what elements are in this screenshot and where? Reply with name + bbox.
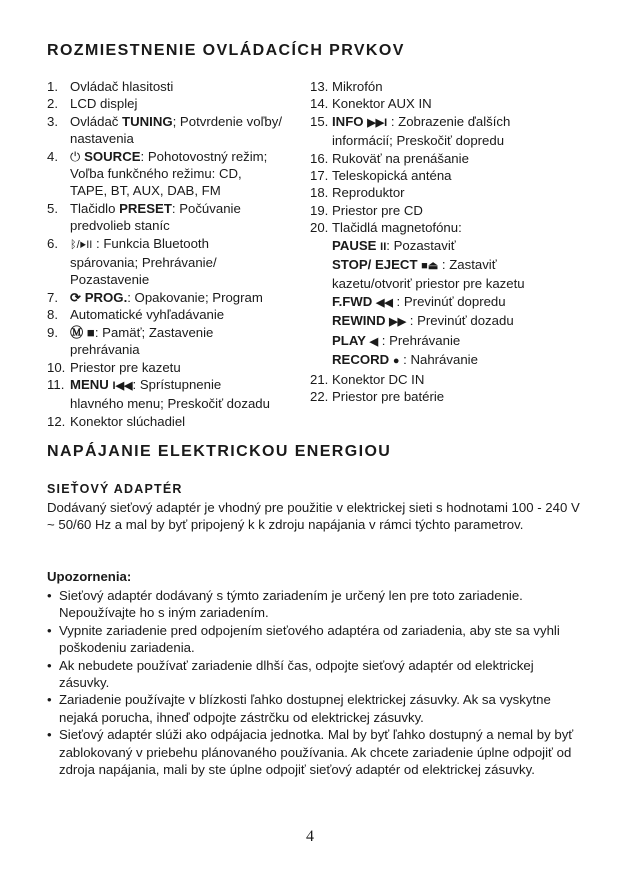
- stop-eject-icon: ■⏏: [421, 260, 439, 273]
- list-item: 22. Priestor pre batérie: [310, 388, 445, 404]
- controls-list-right: [310, 78, 575, 405]
- controls-list-left: [47, 78, 312, 430]
- list-item: 6. ᛒ/▶II : Funkcia Bluetooth spárovania; Prehrávanie/ Pozastavenie: [47, 235, 217, 288]
- rewind-icon: ▶▶: [389, 316, 407, 329]
- list-item: 15. INFO ▶▶I : Zobrazenie ďalších informácií; Preskočiť dopredu: [310, 113, 511, 149]
- adapter-paragraph: Dodávaný sieťový adaptér je vhodný pre použitie v elektrickej sieti s hodnotami 100 - 240 V ~ 50/60 Hz a mal by byť pripojený k k zdroju napájania v rámci týchto parametrov.: [47, 500, 580, 533]
- memory-stop-icon: Ⓜ ■: [70, 324, 95, 340]
- list-item: 4. ⏻ SOURCE: Pohotovostný režim; Voľba funkčného režimu: CD, TAPE, BT, AUX, DAB, FM: [47, 148, 268, 199]
- list-item: 17. Teleskopická anténa: [310, 168, 452, 184]
- repeat-icon: ⟳: [70, 289, 82, 305]
- list-item: • Vypnite zariadenie pred odpojením sieťového adaptéra od zariadenia, aby ste sa vyhli poškodeniu zariadenia.: [47, 622, 560, 656]
- list-item: 1. Ovládač hlasitosti: [47, 79, 174, 94]
- list-item: 20. Tlačidlá magnetofónu:: [310, 220, 462, 236]
- list-item: • Sieťový adaptér slúži ako odpájacia jednotka. Mal by byť ľahko dostupný a nemal by byť zablokovaný v priebehu plánovaného používania. Ak chcete zariadenie úplne odpojiť od zdroja napájania, mali by ste úplne odpojiť sieťový adaptér od elektrickej zásuvky.: [47, 727, 574, 778]
- fast-forward-icon: ◀◀: [375, 296, 393, 309]
- list-item: 9. Ⓜ ■: Pamäť; Zastavenie prehrávania: [47, 324, 214, 358]
- tape-pause: PAUSE II: Pozastaviť: [332, 237, 456, 253]
- list-item: 14. Konektor AUX IN: [310, 96, 432, 112]
- list-item: 3. Ovládač TUNING; Potvrdenie voľby/ nastavenia: [47, 113, 283, 147]
- section-title-controls: ROZMIESTNENIE OVLÁDACÍCH PRVKOV: [47, 42, 405, 59]
- tape-ffwd: F.FWD ◀◀ : Previnúť dopredu: [332, 293, 506, 309]
- play-icon: ◀: [369, 335, 379, 348]
- list-item: 12. Konektor slúchadiel: [47, 413, 186, 429]
- skip-forward-icon: ▶▶I: [367, 116, 388, 129]
- tape-play: PLAY ◀ : Prehrávanie: [332, 332, 461, 348]
- skip-back-icon: I◀◀: [112, 379, 133, 392]
- pause-icon: II: [380, 240, 387, 253]
- tape-stop-eject: STOP/ EJECT ■⏏ : Zastaviť kazetu/otvoriť priestor pre kazetu: [332, 257, 525, 292]
- tape-record: RECORD ● : Nahrávanie: [332, 352, 478, 368]
- tape-rewind: REWIND ▶▶ : Previnúť dozadu: [332, 313, 514, 329]
- list-item: 19. Priestor pre CD: [310, 202, 423, 218]
- list-item: 7. ⟳ PROG.: Opakovanie; Program: [47, 289, 263, 305]
- list-item: 13. Mikrofón: [310, 79, 383, 94]
- page-number: 4: [306, 828, 314, 845]
- list-item: 16. Rukoväť na prenášanie: [310, 150, 469, 166]
- power-icon: ⏻: [70, 148, 81, 164]
- list-item: 10. Priestor pre kazetu: [47, 359, 181, 375]
- list-item: 11. MENU I◀◀: Sprístupnenie hlavného menu; Preskočiť dozadu: [47, 376, 270, 412]
- list-item: • Ak nebudete používať zariadenie dlhší čas, odpojte sieťový adaptér od elektrickej zásuvky.: [47, 657, 534, 691]
- list-item: 21. Konektor DC IN: [310, 371, 425, 387]
- section-title-power: NAPÁJANIE ELEKTRICKOU ENERGIOU: [47, 443, 392, 460]
- list-item: 18. Reproduktor: [310, 185, 405, 201]
- list-item: 5. Tlačidlo PRESET: Počúvanie predvolieb staníc: [47, 200, 241, 234]
- list-item: 8. Automatické vyhľadávanie: [47, 307, 225, 323]
- list-item: • Sieťový adaptér dodávaný s týmto zariadením je určený len pre toto zariadenie. Nepoužívajte ho s iným zariadením.: [47, 588, 523, 621]
- warnings-list: [47, 587, 587, 778]
- bluetooth-play-pause-icon: ᛒ/▶II: [70, 238, 93, 251]
- record-icon: ●: [392, 355, 400, 368]
- subsection-title-adapter: SIEŤOVÝ ADAPTÉR: [47, 482, 183, 496]
- list-item: • Zariadenie používajte v blízkosti ľahko dostupnej elektrickej zásuvky. Ak sa vyskytne nejaká porucha, ihneď odpojte zástrčku od elektrickej zásuvky.: [47, 692, 551, 725]
- list-item: 2. LCD displej: [47, 96, 138, 112]
- warnings-title: Upozornenia:: [47, 569, 132, 584]
